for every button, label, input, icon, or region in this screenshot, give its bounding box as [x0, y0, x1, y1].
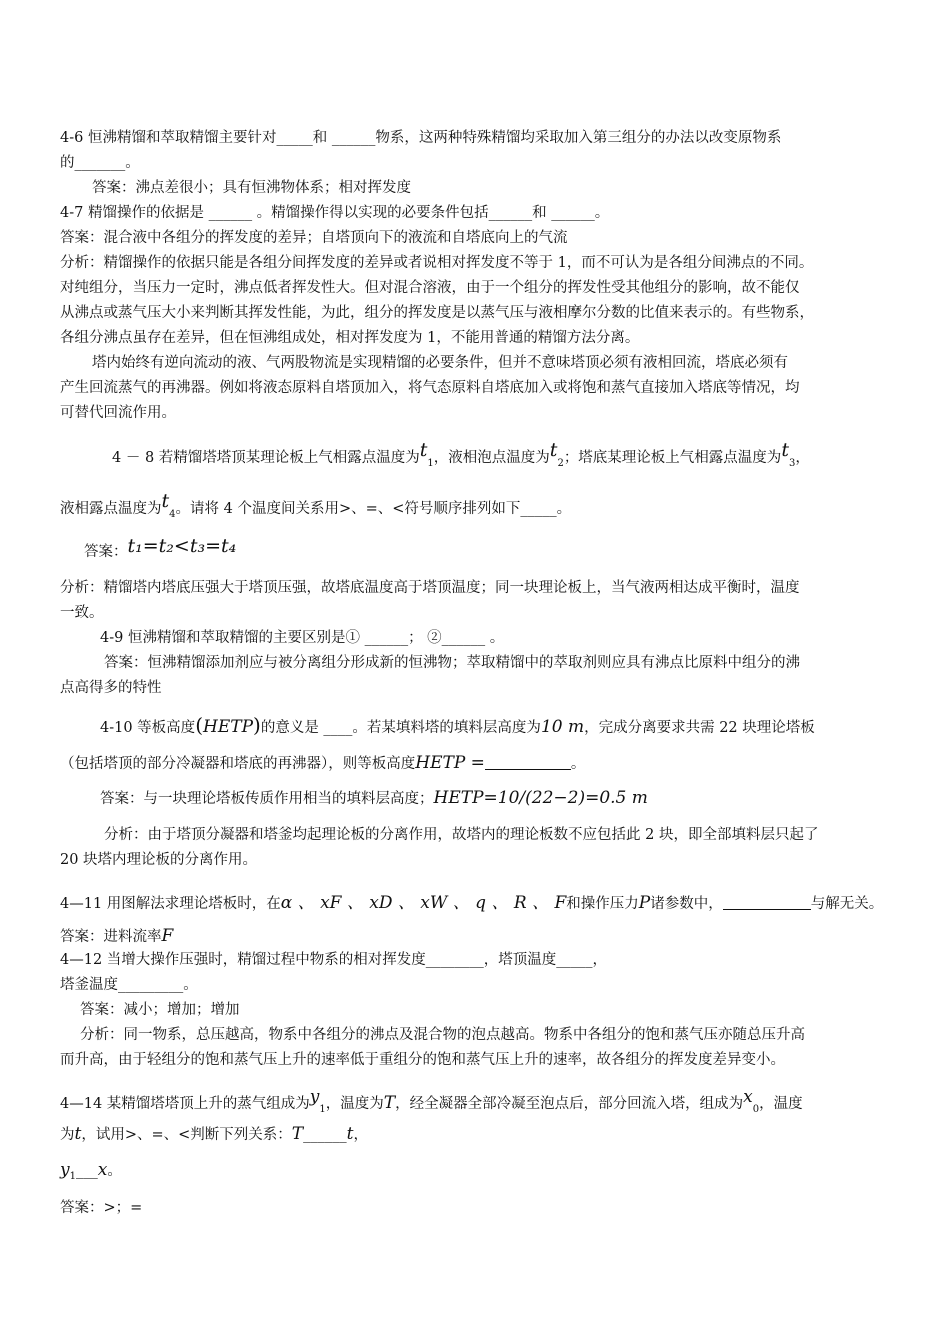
- q47-answer: 答案：混合液中各组分的挥发度的差异；自塔顶向下的液流和自塔底向上的气流: [60, 230, 568, 246]
- q46-line2: 的_______。: [60, 155, 140, 171]
- q49-answer-1: 答案：恒沸精馏添加剂应与被分离组分形成新的恒沸物；萃取精馏中的萃取剂则应具有沸点比原料中组分的沸: [104, 655, 800, 671]
- q47-analysis-5: 塔内始终有逆向流动的液、气两股物流是实现精馏的必要条件，但并不意味塔顶必须有液相回流，塔底必须有: [92, 355, 788, 371]
- q46-line1: 4-6 恒沸精馏和萃取精馏主要针对_____和 ______物系，这两种特殊精馏均采取加入第三组分的办法以改变原物系: [60, 130, 782, 146]
- t3-var: t: [781, 439, 789, 461]
- q410-line2: （包括塔顶的部分冷凝器和塔底的再沸器），则等板高度HETP = 。: [60, 753, 586, 773]
- q47-analysis-4: 各组分沸点虽存在差异，但在恒沸组成处，相对挥发度为 1，不能用普通的精馏方法分离。: [60, 330, 640, 346]
- q47-line1: 4-7 精馏操作的依据是 ______ 。精馏操作得以实现的必要条件包括______和 ______。: [60, 205, 610, 221]
- q410-answer-formula: HETP=10/(22−2)=0.5 m: [433, 788, 648, 808]
- q414-answer: 答案：>；=: [60, 1200, 143, 1216]
- q410-line1: 4-10 等板高度(HETP)的意义是 ____。若某填料塔的填料层高度为10 m，完成分离要求共需 22 块理论塔板: [100, 713, 815, 737]
- param-list: α 、 xF 、 xD 、 xW 、 q 、 R 、 F: [280, 893, 567, 913]
- hetp-var: HETP: [203, 717, 254, 737]
- q412-analysis-1: 分析：同一物系，总压越高，物系中各组分的沸点及混合物的泡点越高。物系中各组分的饱和蒸气压亦随总压升高: [80, 1027, 805, 1043]
- q48-answer-formula: t₁=t₂<t₃=t₄: [127, 535, 237, 557]
- q49-answer-2: 点高得多的特性: [60, 680, 162, 696]
- q48-analysis-1: 分析：精馏塔内塔底压强大于塔顶压强，故塔底温度高于塔顶温度；同一块理论板上，当气液两相达成平衡时，温度: [60, 580, 800, 596]
- q412-analysis-2: 而升高，由于轻组分的饱和蒸气压上升的速率低于重组分的饱和蒸气压上升的速率，故各组分的挥发度差异变小。: [60, 1052, 785, 1068]
- q410-analysis-2: 20 块塔内理论板的分离作用。: [60, 852, 258, 868]
- t4-var: t: [161, 490, 170, 512]
- q412-line1: 4—12 当增大操作压强时，精馏过程中物系的相对挥发度________，塔顶温度_____，: [60, 952, 608, 968]
- q47-analysis-2: 对纯组分，当压力一定时，沸点低者挥发性大。但对混合溶液，由于一个组分的挥发性受其他组分的影响，故不能仅: [60, 280, 800, 296]
- q48-answer: 答案：t₁=t₂<t₃=t₄: [84, 535, 237, 560]
- q414-line1: 4—14 某精馏塔塔顶上升的蒸气组成为$y_1$，温度为T，经全凝器全部冷凝至泡点后，部分回流入塔，组成为$x_0$，温度: [60, 1087, 803, 1115]
- q46-answer: 答案：沸点差很小；具有恒沸物体系；相对挥发度: [92, 180, 411, 196]
- height-value: 10 m: [540, 717, 585, 737]
- q414-line3: $y_1\_\_\_x$。: [60, 1160, 122, 1182]
- q48-line1: 4 － 8 若精馏塔塔顶某理论板上气相露点温度为$t_1$，液相泡点温度为$t_2$；塔底某理论板上气相露点温度为$t_3$，: [112, 439, 810, 469]
- q48-line2: 液相露点温度为$t_4$。请将 4 个温度间关系用>、=、<符号顺序排列如下_____。: [60, 490, 572, 520]
- q48-analysis-2: 一致。: [60, 605, 104, 621]
- q414-line2: 为t，试用>、=、<判断下列关系：T______t，: [60, 1124, 368, 1144]
- q412-answer: 答案：减小；增加；增加: [80, 1002, 240, 1018]
- q49-line1: 4-9 恒沸精馏和萃取精馏的主要区别是① ______； ②______ 。: [100, 630, 505, 646]
- q412-line2: 塔釜温度_________。: [60, 977, 198, 993]
- t1-var: t: [419, 439, 428, 461]
- q47-analysis-7: 可替代回流作用。: [60, 405, 176, 421]
- q47-analysis-1: 分析：精馏操作的依据只能是各组分间挥发度的差异或者说相对挥发度不等于 1，而不可认为是各组分间沸点的不同。: [60, 255, 814, 271]
- q47-analysis-3: 从沸点或蒸气压大小来判断其挥发性能，为此，组分的挥发度是以蒸气压与液相摩尔分数的比值来表示的。有些物系，: [60, 305, 814, 321]
- q410-analysis-1: 分析：由于塔顶分凝器和塔釜均起理论板的分离作用，故塔内的理论板数不应包括此 2 块，即全部填料层只起了: [104, 827, 819, 843]
- t2-var: t: [549, 439, 558, 461]
- q47-analysis-6: 产生回流蒸气的再沸器。例如将液态原料自塔顶加入，将气态原料自塔底加入或将饱和蒸气直接加入塔底等情况，均: [60, 380, 800, 396]
- q411-answer: 答案：进料流率F: [60, 926, 174, 946]
- q410-answer: 答案：与一块理论塔板传质作用相当的填料层高度；HETP=10/(22−2)=0.5 m: [100, 788, 648, 808]
- q411-line1: 4—11 用图解法求理论塔板时，在α 、 xF 、 xD 、 xW 、 q 、 R 、 F和操作压力P诸参数中， 与解无关。: [60, 893, 884, 913]
